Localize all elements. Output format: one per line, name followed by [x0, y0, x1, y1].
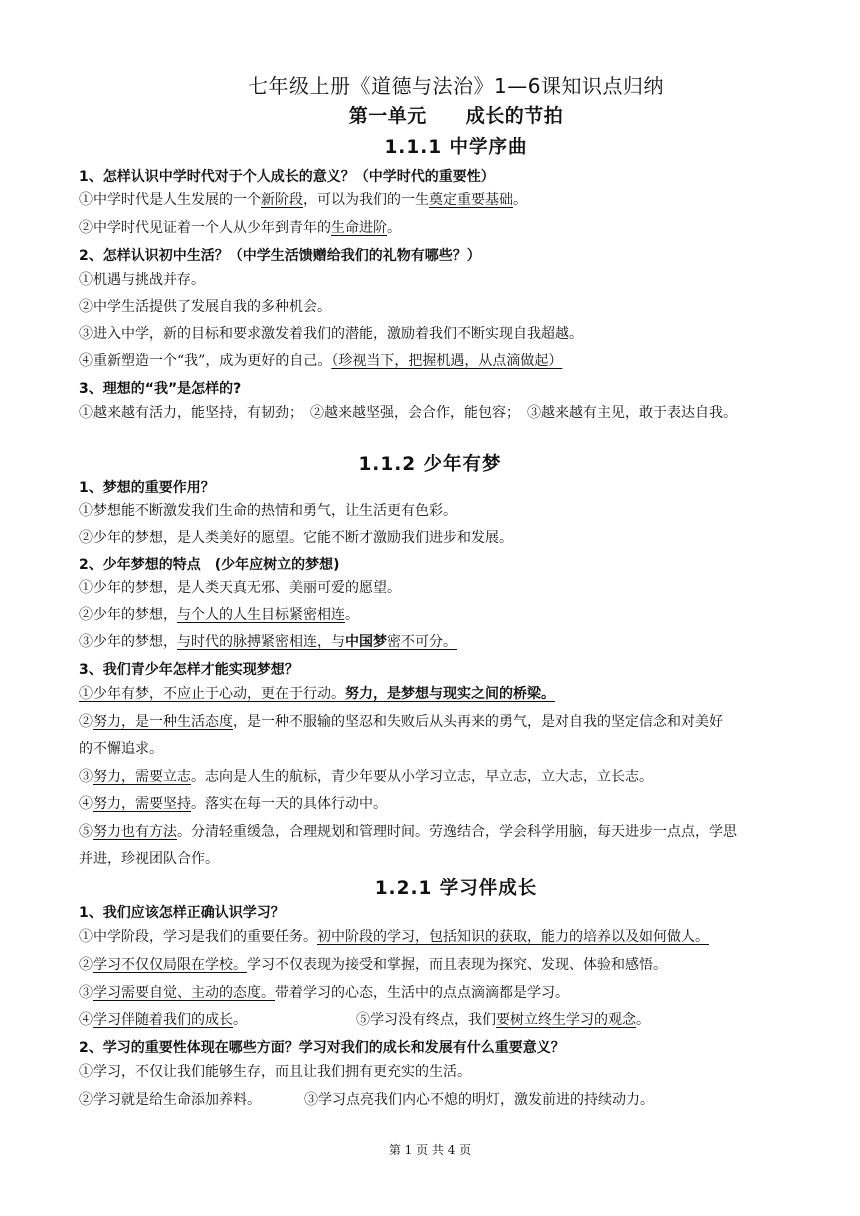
- paragraph: ③学习需要自觉、主动的态度。带着学习的心态，生活中的点点滴滴都是学习。: [79, 985, 569, 1001]
- paragraph: ①中学阶段，学习是我们的重要任务。初中阶段的学习，包括知识的获取，能力的培养以及如何做人。: [79, 929, 709, 945]
- paragraph: ①中学时代是人生发展的一个新阶段，可以为我们的一生奠定重要基础。: [79, 192, 527, 208]
- section-heading-1-1-1: 1.1.1 中学序曲: [384, 137, 528, 158]
- paragraph: ③少年的梦想，与时代的脉搏紧密相连，与中国梦密不可分。: [79, 634, 457, 650]
- paragraph: ②少年的梦想，是人类美好的愿望。它能不断才激励我们进步和发展。: [79, 530, 513, 546]
- section-heading-1-2-1: 1.2.1 学习伴成长: [374, 878, 538, 899]
- question-heading: 2、怎样认识初中生活？（中学生活馈赠给我们的礼物有哪些？）: [79, 248, 481, 264]
- paragraph: ⑤努力也有方法。分清轻重缓急，合理规划和管理时间。劳逸结合，学会科学用脑，每天进步一点点，学思: [79, 824, 737, 840]
- question-heading: 3、理想的“我”是怎样的?: [79, 381, 242, 397]
- paragraph: ①越来越有活力，能坚持，有韧劲； ②越来越坚强，会合作，能包容； ③越来越有主见，敢于表达自我。: [79, 405, 737, 421]
- question-heading: 1、怎样认识中学时代对于个人成长的意义？（中学时代的重要性）: [79, 169, 495, 185]
- section-heading-1-1-2: 1.1.2 少年有梦: [358, 454, 502, 475]
- paragraph: ③努力，需要立志。志向是人生的航标，青少年要从小学习立志，早立志，立大志，立长志。: [79, 769, 653, 785]
- question-heading: 3、我们青少年怎样才能实现梦想？: [79, 662, 299, 678]
- paragraph: ②少年的梦想，与个人的人生目标紧密相连。: [79, 607, 359, 623]
- paragraph: ④学习伴随着我们的成长。: [79, 1012, 247, 1028]
- question-heading: 2、学习的重要性体现在哪些方面？学习对我们的成长和发展有什么重要意义？: [79, 1040, 565, 1056]
- question-heading: 2、少年梦想的特点 (少年应树立的梦想): [79, 557, 340, 573]
- paragraph: ①机遇与挑战并存。: [79, 272, 205, 288]
- paragraph: ②学习就是给生命添加养料。: [79, 1092, 261, 1108]
- paragraph: ②学习不仅仅局限在学校。学习不仅表现为接受和掌握，而且表现为探究、发现、体验和感悟。: [79, 957, 667, 973]
- paragraph: ①少年的梦想，是人类天真无邪、美丽可爱的愿望。: [79, 580, 401, 596]
- question-heading: 1、我们应该怎样正确认识学习？: [79, 905, 285, 921]
- paragraph: ④重新塑造一个“我”，成为更好的自己。（珍视当下，把握机遇，从点滴做起）: [79, 353, 563, 369]
- paragraph: ④努力，需要坚持。落实在每一天的具体行动中。: [79, 796, 387, 812]
- paragraph: ①学习，不仅让我们能够生存，而且让我们拥有更充实的生活。: [79, 1064, 471, 1080]
- paragraph: 并进，珍视团队合作。: [79, 851, 219, 867]
- paragraph: ⑤学习没有终点，我们要树立终生学习的观念。: [356, 1012, 650, 1028]
- paragraph: ③学习点亮我们内心不熄的明灯，激发前进的持续动力。: [304, 1092, 654, 1108]
- paragraph: ②中学生活提供了发展自我的多种机会。: [79, 299, 331, 315]
- paragraph: ②努力，是一种生活态度，是一种不服输的坚忍和失败后从头再来的勇气，是对自我的坚定信念和对美好: [79, 714, 723, 730]
- paragraph: ①少年有梦，不应止于心动，更在于行动。努力，是梦想与现实之间的桥梁。: [79, 686, 555, 702]
- question-heading: 1、梦想的重要作用？: [79, 480, 215, 496]
- paragraph: 的不懈追求。: [79, 741, 163, 757]
- unit-title: 第一单元 成长的节拍: [348, 105, 564, 127]
- paragraph: ②中学时代见证着一个人从少年到青年的生命进阶。: [79, 220, 401, 236]
- document-title: 七年级上册《道德与法治》1—6课知识点归纳: [248, 74, 664, 98]
- page-footer: 第 1 页 共 4 页: [388, 1143, 472, 1157]
- paragraph: ①梦想能不断激发我们生命的热情和勇气，让生活更有色彩。: [79, 503, 457, 519]
- paragraph: ③进入中学，新的目标和要求激发着我们的潜能，激励着我们不断实现自我超越。: [79, 326, 583, 342]
